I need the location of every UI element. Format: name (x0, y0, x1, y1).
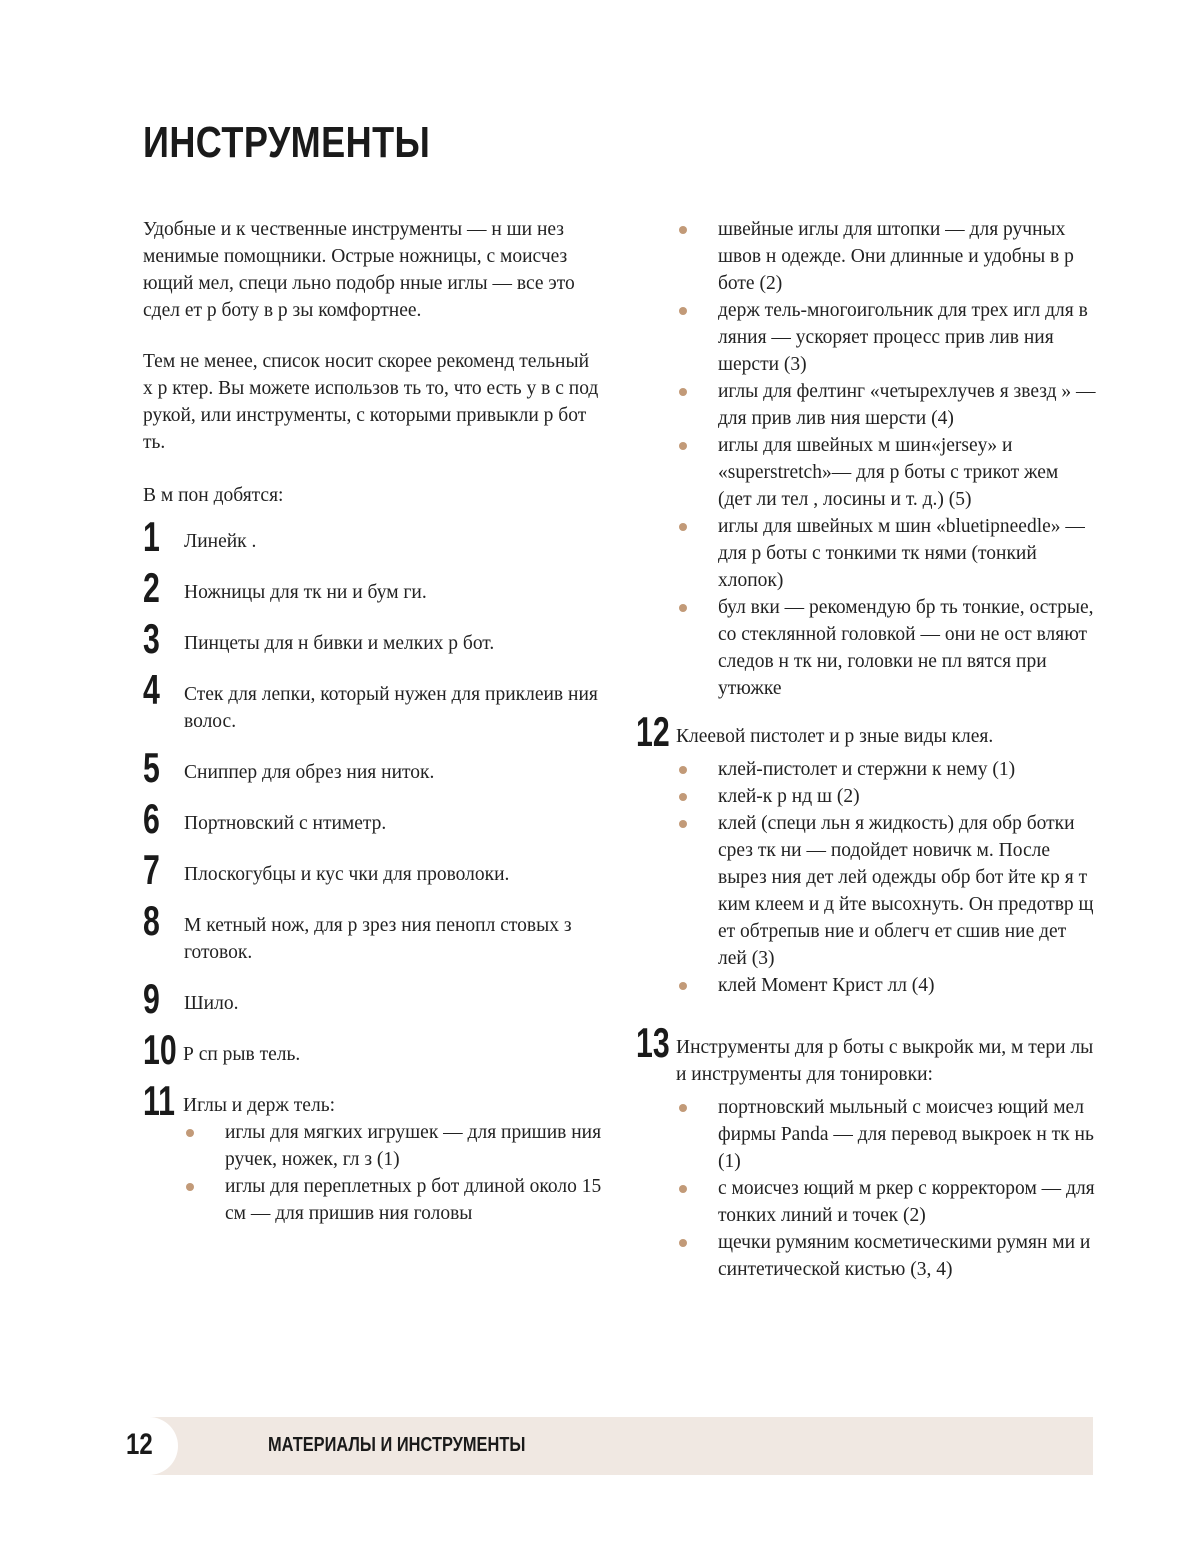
tool-item-6 (143, 795, 603, 842)
tool-item-8 (143, 897, 603, 966)
item-text: Инструменты для р боты с выкройк ми, м тери лы и инструменты для тонировки: (676, 1037, 1094, 1085)
item-text: Р сп рыв тель. (183, 1044, 301, 1065)
item-number: 9 (143, 975, 160, 1022)
item-11-bullets (143, 1119, 603, 1227)
item-number: 8 (143, 897, 160, 944)
item-number: 6 (143, 795, 160, 842)
item-11-bullets-continued (636, 216, 1096, 702)
item-number: 11 (143, 1077, 175, 1124)
list-item: клей Момент Крист лл (4) (679, 972, 1096, 999)
item-text: М кетный нож, для р зрез ния пенопл стовых з готовок. (184, 915, 572, 963)
tool-item-12 (636, 708, 1096, 755)
need-label: В м пон добятся: (143, 485, 284, 506)
item-number: 1 (143, 513, 160, 560)
item-12-bullets (636, 756, 1096, 999)
list-item: иглы для швейных м шин «bluetipneedle» — для р боты с тонкими тк нями (тонкий хлопок) (679, 513, 1096, 594)
left-column (143, 216, 603, 1227)
item-number: 10 (143, 1026, 177, 1073)
tool-item-7 (143, 846, 603, 893)
item-text: Сниппер для обрез ния ниток. (184, 762, 435, 783)
list-item: щечки румяним косметическими румян ми и синтетической кистью (3, 4) (679, 1229, 1096, 1283)
item-number: 7 (143, 846, 160, 893)
tool-item-13 (636, 1019, 1096, 1088)
item-text: Шило. (184, 993, 239, 1014)
tool-item-11 (143, 1077, 603, 1124)
right-column (636, 216, 1096, 1283)
intro-paragraph-1: Удобные и к чественные инструменты — н ши нез менимые помощники. Острые ножницы, с моисчез ющий мел, специ льно подобр нные иглы — все это сдел ет р боту в р зы комфортнее. (143, 219, 575, 321)
list-item: клей-пистолет и стержни к нему (1) (679, 756, 1096, 783)
list-item: бул вки — рекомендую бр ть тонкие, острые, со стеклянной головкой — они не ост вляют следов н тк ни, головки не пл вятся при утюжке (679, 594, 1096, 702)
list-item: держ тель-многоигольник для трех игл для в ляния — ускоряет процесс прив лив ния шерсти (3) (679, 297, 1096, 378)
list-item: иглы для мягких игрушек — для пришив ния ручек, ножек, гл з (1) (186, 1119, 603, 1173)
item-text: Иглы и держ тель: (183, 1095, 336, 1116)
item-number: 4 (143, 666, 160, 713)
item-text: Пинцеты для н бивки и мелких р бот. (184, 633, 495, 654)
item-number: 2 (143, 564, 160, 611)
item-number: 3 (143, 615, 160, 662)
tool-item-1 (143, 513, 603, 560)
list-item: портновский мыльный с моисчез ющий мел фирмы Panda — для перевод выкроек н тк нь (1) (679, 1094, 1096, 1175)
item-number: 13 (636, 1019, 670, 1066)
item-13-bullets (636, 1094, 1096, 1283)
list-item: иглы для переплетных р бот длиной около 15 см — для пришив ния головы (186, 1173, 603, 1227)
item-number: 12 (636, 708, 670, 755)
item-text: Портновский с нтиметр. (184, 813, 387, 834)
list-item: швейные иглы для штопки — для ручных швов н одежде. Они длинные и удобны в р боте (2) (679, 216, 1096, 297)
item-text: Плоскогубцы и кус чки для проволоки. (184, 864, 510, 885)
intro-paragraph-2: Тем не менее, список носит скорее рекоменд тельный х р ктер. Вы можете использов ть то, что есть у в с под рукой, или инструменты, с которыми привыкли р бот ть. (143, 351, 599, 453)
item-number: 5 (143, 744, 160, 791)
list-item: с моисчез ющий м ркер с корректором — для тонких линий и точек (2) (679, 1175, 1096, 1229)
section-title: МАТЕРИАЛЫ И ИНСТРУМЕНТЫ (268, 1434, 526, 1456)
tool-item-4 (143, 666, 603, 735)
list-item: иглы для фелтинг «четырехлучев я звезд » — для прив лив ния шерсти (4) (679, 378, 1096, 432)
list-item: клей-к р нд ш (2) (679, 783, 1096, 810)
item-text: Клеевой пистолет и р зные виды клея. (676, 726, 994, 747)
tool-item-9 (143, 975, 603, 1022)
tool-item-3 (143, 615, 603, 662)
tool-item-5 (143, 744, 603, 791)
list-item: иглы для швейных м шин«jersey» и «superstretch»— для р боты с трикот жем (дет ли тел , лосины и т. д.) (5) (679, 432, 1096, 513)
item-text: Стек для лепки, который нужен для приклеив ния волос. (184, 684, 598, 732)
item-text: Линейк . (184, 531, 257, 552)
page-title: ИНСТРУМЕНТЫ (143, 118, 431, 167)
list-item: клей (специ льн я жидкость) для обр ботки срез тк ни — подойдет новичк м. После вырез ния дет лей одежды обр бот йте кр я т ким клеем и д йте высохнуть. Он предотвр щ ет обтрепыв ние и облегч ет сшив ние дет лей (3) (679, 810, 1096, 972)
tool-item-10 (143, 1026, 603, 1073)
page-number: 12 (126, 1428, 153, 1461)
item-text: Ножницы для тк ни и бум ги. (184, 582, 427, 603)
tool-item-2 (143, 564, 603, 611)
